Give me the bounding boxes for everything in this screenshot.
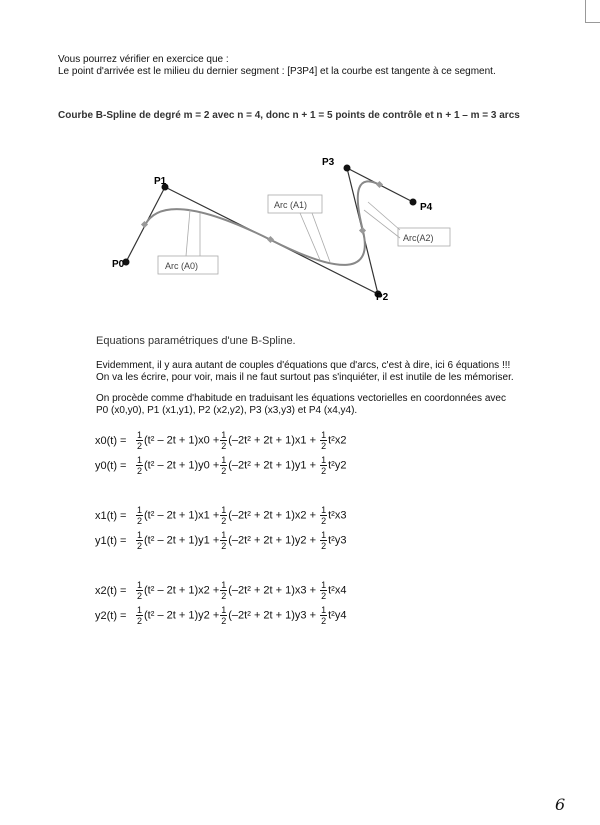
label-p4: P4: [420, 202, 433, 213]
fraction-one-half: $\frac{1}{2}$: [137, 430, 143, 451]
paragraph2-line2: P0 (x0,y0), P1 (x1,y1), P2 (x2,y2), P3 (x3,y3) et P4 (x4,y4).: [96, 405, 358, 416]
label-p1: P1: [154, 176, 167, 187]
equation-term-1: (t² – 2t + 1)y1: [144, 534, 210, 547]
equation-lhs: x2(t) =: [95, 584, 127, 597]
fraction-one-half: $\frac{1}{2}$: [321, 530, 327, 551]
paragraph1-line1: Evidemment, il y aura autant de couples d'équations que d'arcs, c'est à dire, ici 6 équations !!!: [96, 360, 511, 371]
equation-row: [95, 455, 346, 481]
equation-lhs: x0(t) =: [95, 434, 127, 447]
equation-term-1: (t² – 2t + 1)x1: [144, 509, 210, 522]
plus-sign: +: [309, 609, 317, 622]
fraction-one-half: $\frac{1}{2}$: [321, 430, 327, 451]
arc-a1-label: Arc (A1): [274, 200, 308, 210]
plus-sign: +: [212, 434, 220, 447]
arc-a2-label: Arc(A2): [403, 233, 434, 243]
equation-term-3: t²y4: [328, 609, 347, 622]
equation-row: [95, 580, 346, 606]
arc-a0-label: Arc (A0): [165, 261, 199, 271]
label-p2: P2: [376, 292, 389, 303]
plus-sign: +: [309, 534, 317, 547]
equation-lhs: x1(t) =: [95, 509, 127, 522]
bspline-diagram: [100, 150, 460, 310]
equation-term-2: (–2t² + 2t + 1)y1: [228, 459, 307, 472]
fraction-one-half: $\frac{1}{2}$: [137, 605, 143, 626]
fraction-one-half: $\frac{1}{2}$: [137, 455, 143, 476]
page-corner-fold: [585, 0, 600, 23]
fraction-one-half: $\frac{1}{2}$: [321, 580, 327, 601]
equation-term-3: t²x2: [328, 434, 347, 447]
plus-sign: +: [309, 434, 317, 447]
midpoint-marker-3: [359, 227, 366, 234]
equation-row: [95, 530, 346, 556]
plus-sign: +: [309, 459, 317, 472]
equation-lhs: y1(t) =: [95, 534, 127, 547]
paragraph1-line2: On va les écrire, pour voir, mais il ne faut surtout pas s'inquiéter, il est inutile de les mémoriser.: [96, 372, 514, 383]
intro-line-2: Le point d'arrivée est le milieu du dernier segment : [P3P4] et la courbe est tangente à ce segment.: [58, 66, 496, 77]
equation-term-1: (t² – 2t + 1)x0: [144, 434, 210, 447]
equation-lhs: y0(t) =: [95, 459, 127, 472]
equation-term-2: (–2t² + 2t + 1)y2: [228, 534, 307, 547]
equation-row: [95, 505, 346, 531]
equations-title: Equations paramétriques d'une B-Spline.: [96, 335, 296, 347]
equation-term-1: (t² – 2t + 1)y2: [144, 609, 210, 622]
equation-row: [95, 430, 346, 456]
fraction-one-half: $\frac{1}{2}$: [137, 530, 143, 551]
fraction-one-half: $\frac{1}{2}$: [321, 505, 327, 526]
page-number: 6: [555, 795, 566, 814]
equation-row: [95, 605, 346, 631]
plus-sign: +: [309, 584, 317, 597]
equation-term-3: t²y2: [328, 459, 347, 472]
plus-sign: +: [212, 584, 220, 597]
equation-term-1: (t² – 2t + 1)y0: [144, 459, 210, 472]
equation-term-3: t²y3: [328, 534, 347, 547]
fraction-one-half: $\frac{1}{2}$: [321, 455, 327, 476]
bspline-curve: [145, 181, 380, 265]
intro-line-1: Vous pourrez vérifier en exercice que :: [58, 54, 229, 65]
control-point-p4: [410, 199, 417, 206]
equation-term-2: (–2t² + 2t + 1)x1: [228, 434, 307, 447]
paragraph2-line1: On procède comme d'habitude en traduisant les équations vectorielles en coordonnées avec: [96, 393, 506, 404]
fraction-one-half: $\frac{1}{2}$: [221, 455, 227, 476]
fraction-one-half: $\frac{1}{2}$: [321, 605, 327, 626]
fraction-one-half: $\frac{1}{2}$: [221, 530, 227, 551]
equation-lhs: y2(t) =: [95, 609, 127, 622]
fraction-one-half: $\frac{1}{2}$: [137, 580, 143, 601]
control-point-p3: [344, 165, 351, 172]
fraction-one-half: $\frac{1}{2}$: [221, 430, 227, 451]
equation-term-2: (–2t² + 2t + 1)x3: [228, 584, 307, 597]
equation-term-2: (–2t² + 2t + 1)y3: [228, 609, 307, 622]
plus-sign: +: [212, 534, 220, 547]
plus-sign: +: [212, 609, 220, 622]
midpoint-marker-4: [376, 181, 383, 188]
fraction-one-half: $\frac{1}{2}$: [221, 505, 227, 526]
section-title: Courbe B-Spline de degré m = 2 avec n = 4, donc n + 1 = 5 points de contrôle et n + 1 – m = 3 arcs: [58, 110, 520, 121]
fraction-one-half: $\frac{1}{2}$: [137, 505, 143, 526]
plus-sign: +: [309, 509, 317, 522]
equation-term-2: (–2t² + 2t + 1)x2: [228, 509, 307, 522]
control-polygon: [126, 168, 413, 294]
plus-sign: +: [212, 459, 220, 472]
fraction-one-half: $\frac{1}{2}$: [221, 605, 227, 626]
equation-term-3: t²x3: [328, 509, 347, 522]
equation-term-1: (t² – 2t + 1)x2: [144, 584, 210, 597]
label-p3: P3: [322, 157, 335, 168]
plus-sign: +: [212, 509, 220, 522]
fraction-one-half: $\frac{1}{2}$: [221, 580, 227, 601]
equation-term-3: t²x4: [328, 584, 347, 597]
label-p0: P0: [112, 259, 125, 270]
